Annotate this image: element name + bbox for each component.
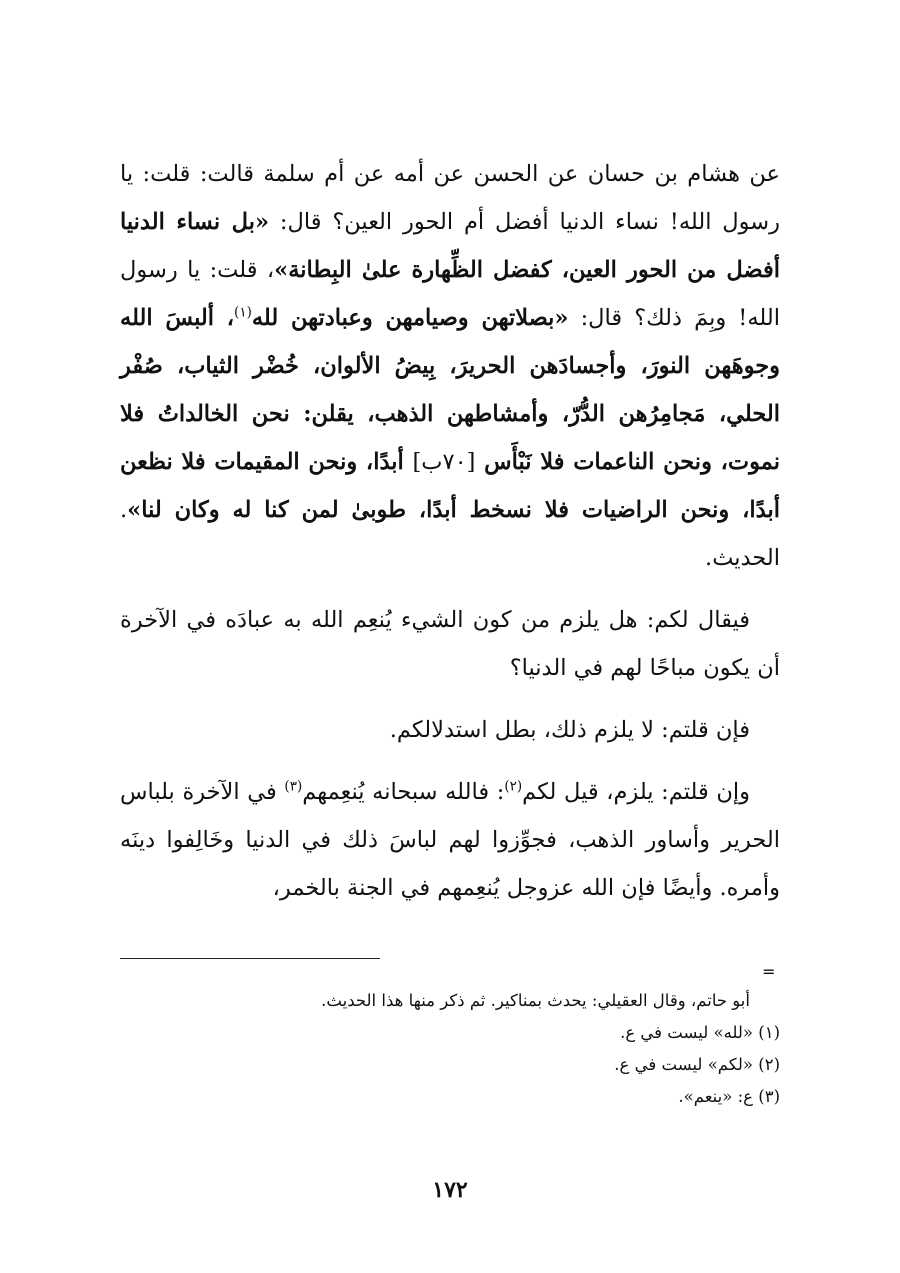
text-run: ، قلت: يا رسول الله! وبِمَ ذلك؟ قال: [120, 257, 780, 331]
footnote-continuation-mark: = [762, 962, 776, 981]
footnotes [120, 985, 780, 1113]
manuscript-marker: [٧٠ب] [412, 449, 476, 475]
footnote-item [120, 1081, 780, 1113]
footnote-text: «لكم» ليست في ع. [614, 1055, 753, 1074]
footnote-ref: (٢) [504, 778, 523, 795]
text-run: في الآخرة بلباس الحرير وأساور الذهب، فجوِّزوا لهم لباسَ ذلك في الدنيا وخَالِفوا دينَه وأمره. وأيضًا فإن الله عزوجل يُنعِمهم في الجنة بالخمر، [120, 779, 780, 901]
paragraph-question: فيقال لكم: هل يلزم من كون الشيء يُنعِم الله به عبادَه في الآخرة أن يكون مباحًا لهم في الدنيا؟ [120, 607, 780, 681]
hadith-quote: «بصلاتهن وصيامهن وعبادتهن لله [251, 305, 569, 331]
footnote-number: (٢) [758, 1055, 780, 1074]
text-run: عن هشام بن حسان عن الحسن عن أمه عن أم سلمة قالت: قلت: يا رسول الله! نساء الدنيا أفضل أم الحور العين؟ قال: [120, 161, 780, 235]
footnote-text: «لله» ليست في ع. [620, 1023, 753, 1042]
page-number: ١٧٢ [432, 1177, 468, 1203]
hadith-quote: «بل نساء الدنيا أفضل من الحور العين، كفضل الظِّهارة علىٰ البِطانة» [120, 209, 780, 283]
footnote-item [120, 1017, 780, 1049]
paragraph-answer-2 [120, 768, 780, 912]
footnote-number: (١) [758, 1023, 780, 1042]
footnote-text: ع: «ينعم». [678, 1087, 753, 1106]
text-run: : فالله سبحانه يُنعِمهم [302, 779, 505, 805]
hadith-quote: أبدًا، ونحن المقيمات فلا نظعن أبدًا، ونحن الراضيات فلا نسخط أبدًا، طوبىٰ لمن كنا له وكان لنا» [120, 449, 780, 523]
footnote-ref: (٣) [284, 778, 303, 795]
text-run: وإن قلتم: يلزم، قيل لكم [522, 779, 751, 805]
footnote-number: (٣) [758, 1087, 780, 1106]
footnote-continuation: أبو حاتم، وقال العقيلي: يحدث بمناكير. ثم ذكر منها هذا الحديث. [321, 991, 750, 1010]
paragraph-answer-1: فإن قلتم: لا يلزم ذلك، بطل استدلالكم. [389, 717, 750, 743]
footnote-ref: (١) [234, 304, 252, 321]
text-run: . الحديث. [120, 497, 780, 571]
paragraph-hadith [120, 150, 780, 582]
footnote-divider [120, 958, 380, 959]
hadith-quote: ، ألبسَ الله وجوهَهن النورَ، وأجسادَهن الحريرَ، بِيضُ الألوان، خُضْر الثياب، صُفْر الحلي، مَجامِرُهن الدُّرّ، وأمشاطهن الذهب، يقلن: نحن الخالداتُ فلا نموت، ونحن الناعمات فلا نَبْأَس [120, 305, 781, 475]
main-text [120, 150, 780, 926]
footnote-item [120, 1049, 780, 1081]
